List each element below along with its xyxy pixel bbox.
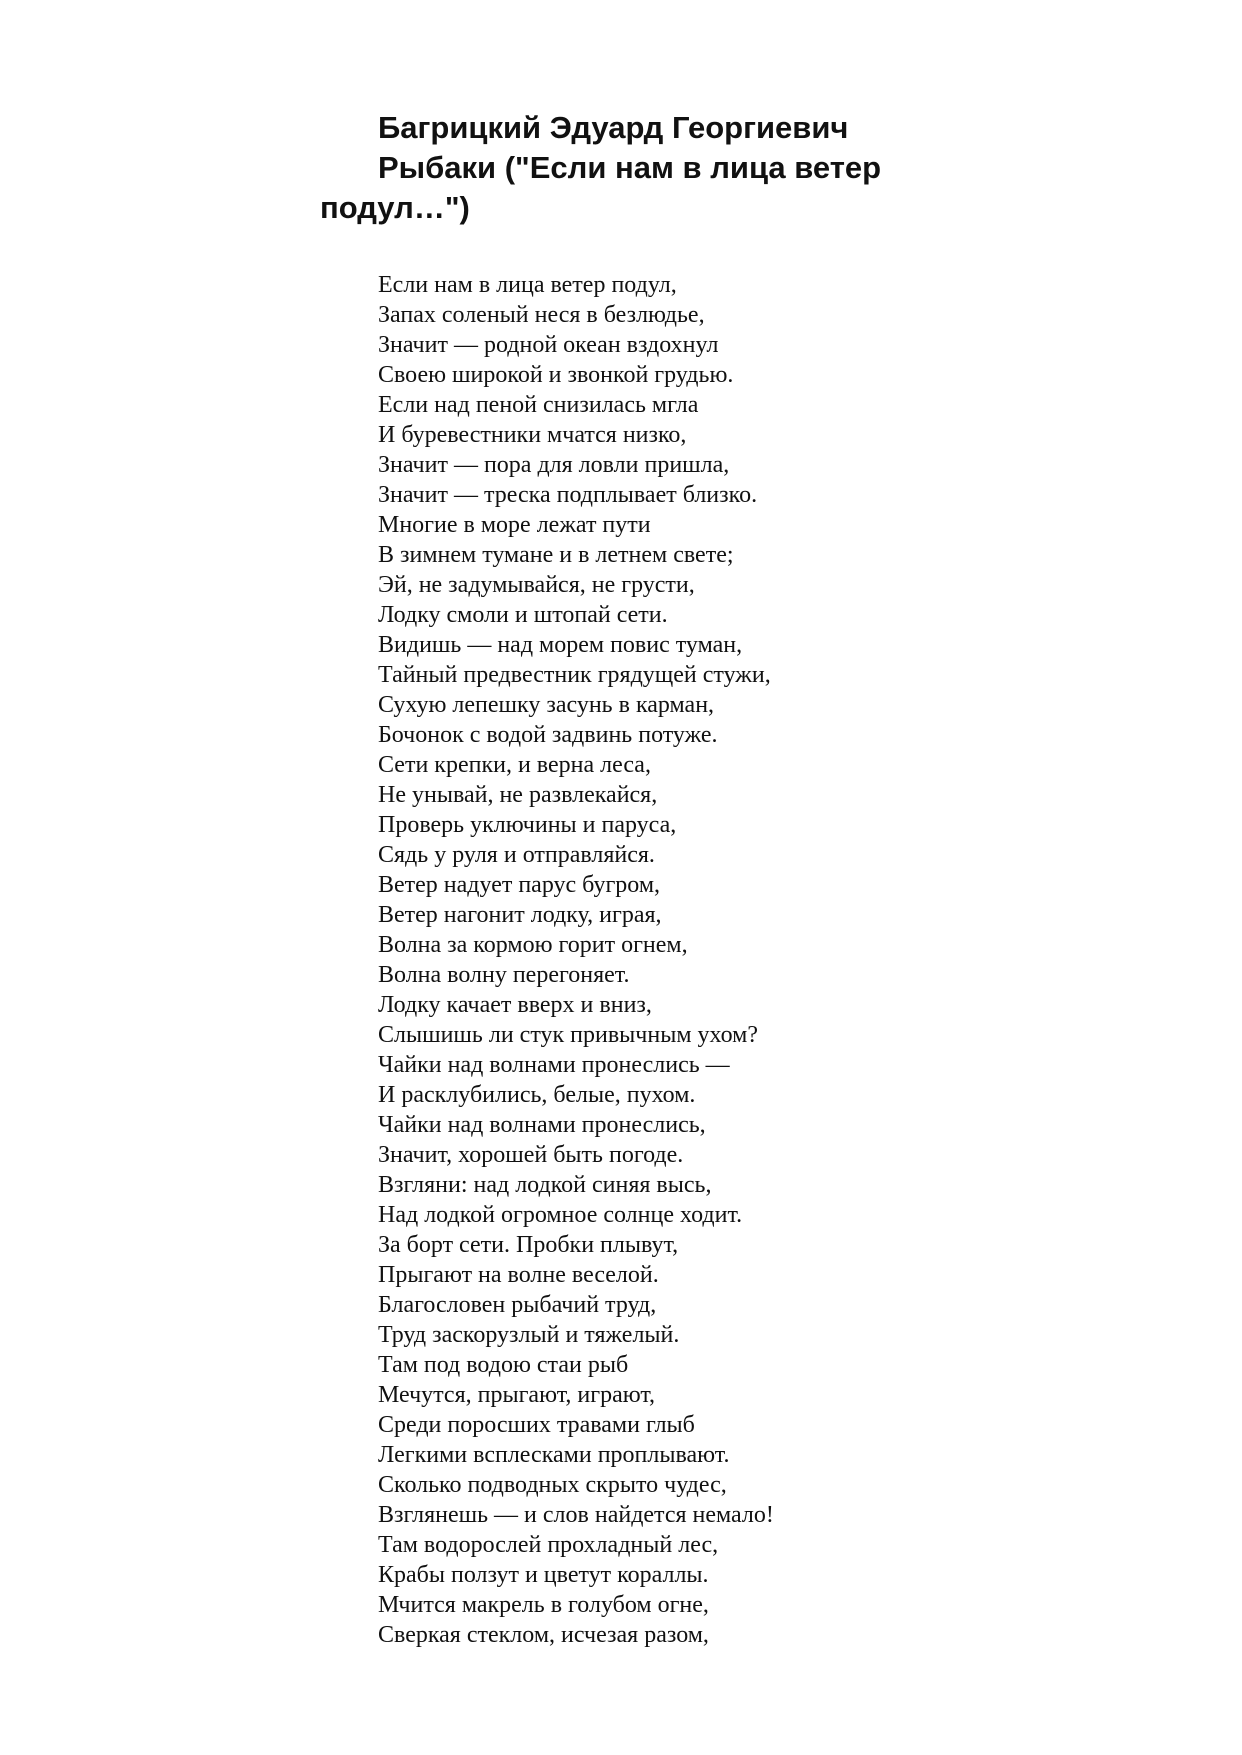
poem-line: Сухую лепешку засунь в карман, [378,692,715,718]
poem-line: Если нам в лица ветер подул, [378,272,677,298]
poem-line: Сверкая стеклом, исчезая разом, [378,1622,709,1648]
poem-line: Благословен рыбачий труд, [378,1292,657,1318]
poem-line: Там под водою стаи рыб [378,1352,629,1378]
poem-line: Там водорослей прохладный лес, [378,1532,719,1558]
poem-line: Запах соленый неся в безлюдье, [378,302,705,328]
poem-line: Взглянешь — и слов найдется немало! [378,1502,774,1528]
poem-line: Сядь у руля и отправляйся. [378,842,655,868]
poem-line: Волна волну перегоняет. [378,962,630,988]
poem-line: Волна за кормою горит огнем, [378,932,688,958]
poem-line: Значит — треска подплывает близко. [378,482,758,508]
document-header [320,108,1020,228]
poem-line: Ветер нагонит лодку, играя, [378,902,662,928]
poem-line: И расклубились, белые, пухом. [378,1082,696,1108]
author-name: Багрицкий Эдуард Георгиевич [378,110,849,145]
poem-line: Значит — родной океан вздохнул [378,332,719,358]
poem-line: Труд заскорузлый и тяжелый. [378,1322,680,1348]
poem-line: Крабы ползут и цветут кораллы. [378,1562,709,1588]
poem-line: Сколько подводных скрыто чудес, [378,1472,727,1498]
poem-title-line-2: подул…") [320,190,470,225]
poem-line: Над лодкой огромное солнце ходит. [378,1202,743,1228]
poem-line: В зимнем тумане и в летнем свете; [378,542,734,568]
poem-line: Не унывай, не развлекайся, [378,782,658,808]
poem-line: И буревестники мчатся низко, [378,422,687,448]
poem-line: Чайки над волнами пронеслись, [378,1112,706,1138]
poem-line: Лодку смоли и штопай сети. [378,602,668,628]
poem-line: Значит — пора для ловли пришла, [378,452,730,478]
poem-line: Сети крепки, и верна леса, [378,752,651,778]
poem-line: Легкими всплесками проплывают. [378,1442,730,1468]
poem-line: Мечутся, прыгают, играют, [378,1382,656,1408]
poem-line: Значит, хорошей быть погоде. [378,1142,684,1168]
poem-line: Чайки над волнами пронеслись — [378,1052,730,1078]
poem-line: Прыгают на волне веселой. [378,1262,659,1288]
poem-line: Тайный предвестник грядущей стужи, [378,662,771,688]
poem-line: За борт сети. Пробки плывут, [378,1232,679,1258]
poem-text [378,270,1078,1650]
poem-line: Бочонок с водой задвинь потуже. [378,722,718,748]
poem-line: Среди поросших травами глыб [378,1412,695,1438]
poem-line: Видишь — над морем повис туман, [378,632,743,658]
poem-line: Мчится макрель в голубом огне, [378,1592,709,1618]
poem-line: Эй, не задумывайся, не грусти, [378,572,695,598]
poem-line: Ветер надует парус бугром, [378,872,661,898]
poem-title-line-1: Рыбаки ("Если нам в лица ветер [378,150,882,185]
poem-line: Своею широкой и звонкой грудью. [378,362,734,388]
poem-line: Слышишь ли стук привычным ухом? [378,1022,759,1048]
poem-line: Многие в море лежат пути [378,512,651,538]
poem-line: Лодку качает вверх и вниз, [378,992,652,1018]
poem-line: Проверь уключины и паруса, [378,812,677,838]
poem-line: Если над пеной снизилась мгла [378,392,699,418]
poem-line: Взгляни: над лодкой синяя высь, [378,1172,712,1198]
